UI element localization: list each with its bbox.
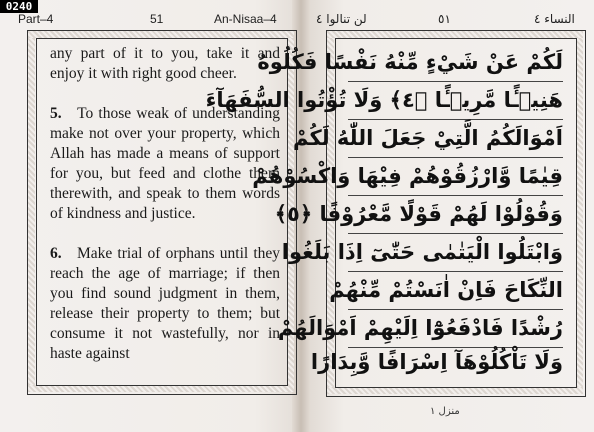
verse-number-6: 6. <box>50 245 62 262</box>
manzil-footer: منزل ١ <box>430 406 460 417</box>
arabic-line: قِيٰمًا وَّارْزُقُوْهُمْ فِيْهَا وَاكْسُوْهُمْ <box>252 164 563 188</box>
paragraph-5: 5. To those weak of understanding make not over your property, which Allah has made a means of support for you, but feed and clothe them therewith, and speak to them words of kindness and justice. <box>50 105 280 222</box>
arabic-line: لَكُمْ عَنْ شَيْءٍ مِّنْهُ نَفْسًا فَكُلُوهُ <box>257 50 563 74</box>
arabic-line: وَلَا تَاْكُلُوْهَآ اِسْرَافًا وَّبِدَارًا <box>310 350 563 374</box>
header-arabic-page-number: ٥١ <box>438 12 451 26</box>
header-page-number: 51 <box>150 12 164 26</box>
right-border-band-top <box>327 31 583 38</box>
arabic-line: رُشْدًا فَادْفَعُوْٓا اِلَيْهِمْ اَمْوَالَهُمْ <box>277 316 563 340</box>
arabic-line: هَنِيۤـًٔا مَّرِيۤـًٔا ﴿٤﴾ وَلَا تُؤْتُوا السُّفَهَآءَ <box>205 88 563 112</box>
arabic-text-block <box>205 44 563 379</box>
header-surah-arabic: النساء ٤ <box>534 12 575 26</box>
right-border-band-right <box>576 38 583 387</box>
header-part: Part–4 <box>18 12 54 26</box>
left-border-band-left <box>28 38 35 385</box>
left-border-band-bottom <box>28 385 294 392</box>
header-surah: An-Nisaa–4 <box>214 12 277 26</box>
left-border-band-top <box>28 31 294 38</box>
page-id-badge: 0240 <box>0 0 38 13</box>
right-border-band-bottom <box>327 387 583 394</box>
arabic-line: النِّكَاحَ فَاِنْ اٰنَسْتُمْ مِّنْهُمْ <box>329 278 563 302</box>
arabic-line: وَابْتَلُوا الْيَتٰمٰى حَتّٰىٓ اِذَا بَلَغُوا <box>281 240 563 264</box>
header-para-name: لن تنالوا ٤ <box>316 12 367 26</box>
arabic-line: اَمْوَالَكُمُ الَّتِيْ جَعَلَ اللّٰهُ لَكُمْ <box>293 126 563 150</box>
paragraph-4-end: any part of it to you, take it and enjoy it with right good cheer. <box>50 45 280 82</box>
paragraph-6: 6. Make trial of orphans until they reach the age of marriage; if then you find sound judgment in them, release their property to them; but consume it not wastefully, nor in haste against <box>50 245 281 362</box>
arabic-line: وَقُوْلُوْا لَهُمْ قَوْلًا مَّعْرُوْفًا ﴿٥﴾ <box>274 202 563 226</box>
verse-number-5: 5. <box>50 105 62 122</box>
